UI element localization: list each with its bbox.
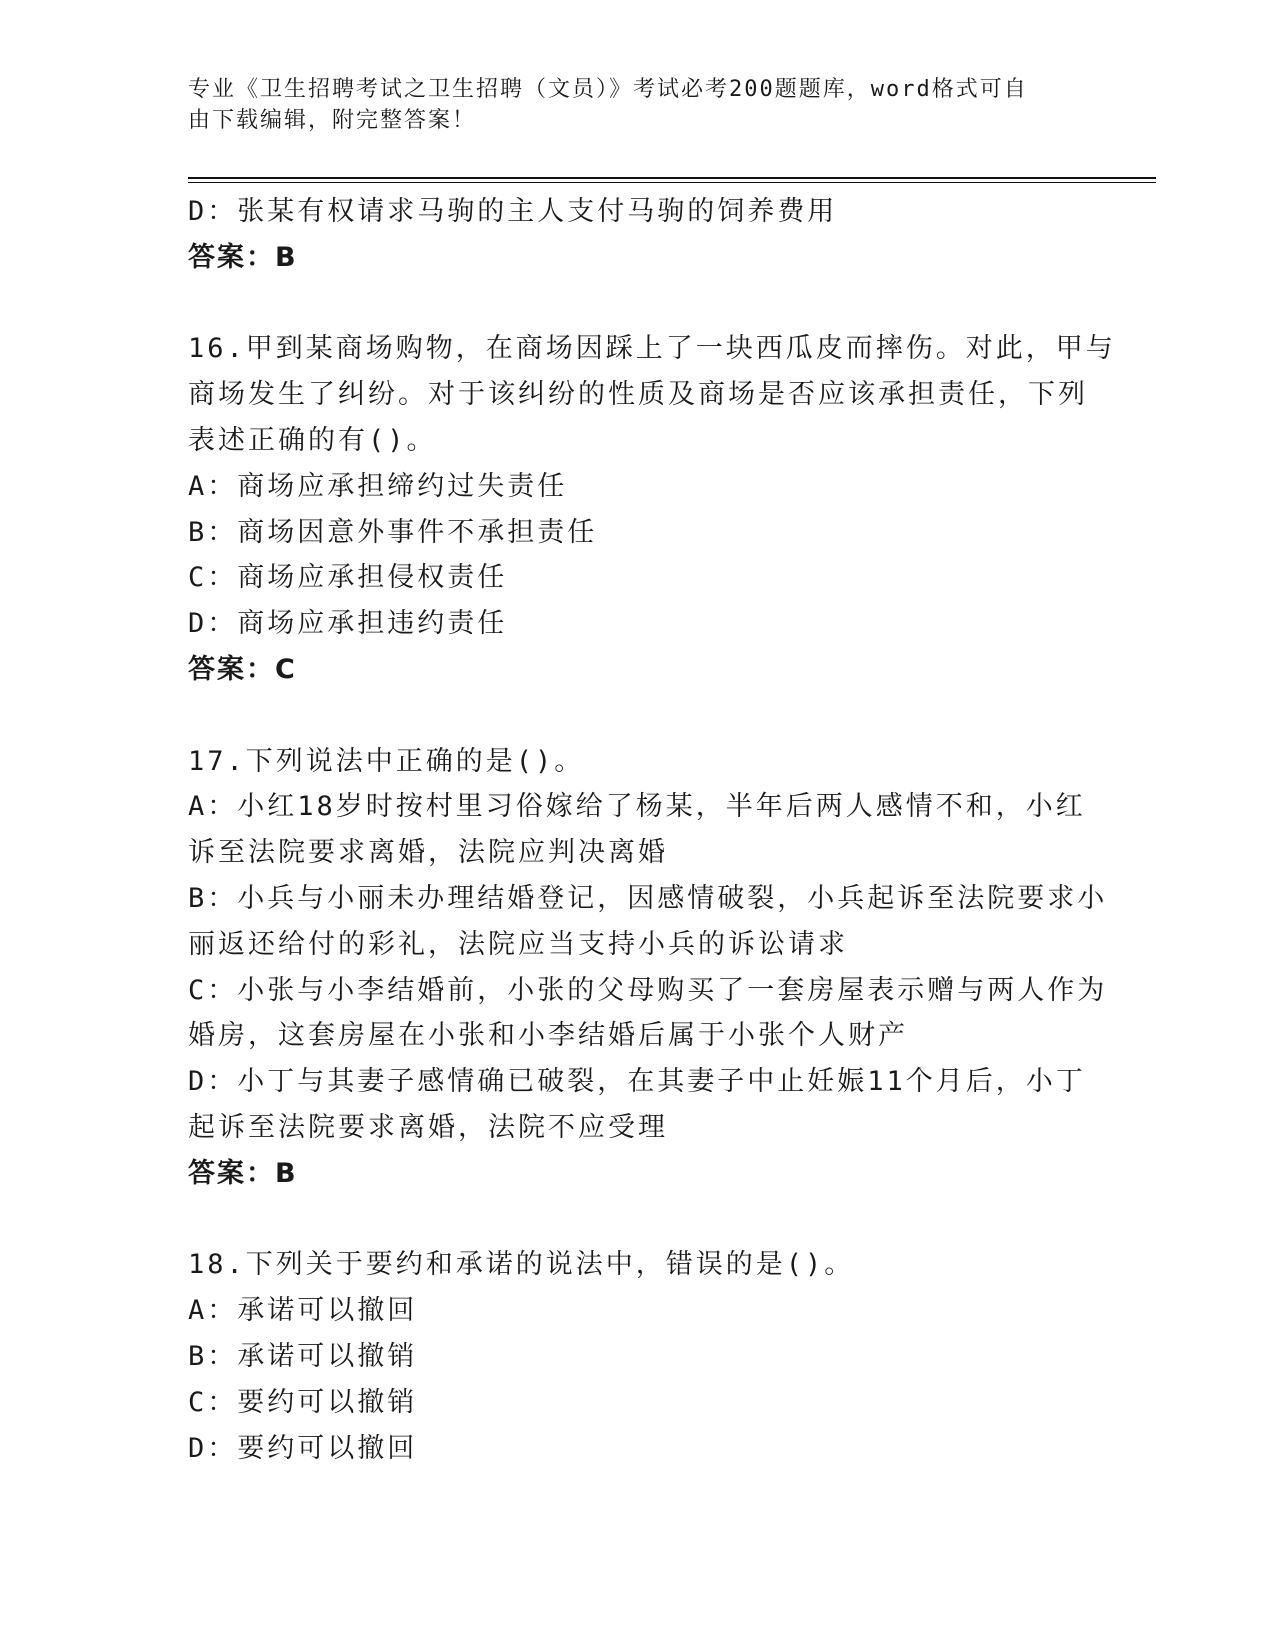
option-b-continued: 丽返还给付的彩礼，法院应当支持小兵的诉讼请求 — [188, 928, 848, 960]
question-stem: 18.下列关于要约和承诺的说法中，错误的是()。 — [188, 1249, 855, 1281]
question-spacer — [188, 693, 1078, 739]
option-d: D：商场应承担违约责任 — [188, 608, 508, 640]
option-a: A：承诺可以撤回 — [188, 1295, 418, 1327]
header-rule-thick — [188, 177, 1156, 179]
option-c: C：小张与小李结婚前，小张的父母购买了一套房屋表示赠与两人作为 — [188, 974, 1108, 1006]
option-d: D：张某有权请求马驹的主人支付马驹的饲养费用 — [188, 196, 838, 227]
option-a-continued: 诉至法院要求离婚，法院应判决离婚 — [188, 837, 668, 869]
option-b: B：小兵与小丽未办理结婚登记，因感情破裂，小兵起诉至法院要求小 — [188, 882, 1108, 914]
option-c: C：商场应承担侵权责任 — [188, 562, 508, 594]
answer-line: 答案：B — [188, 1157, 298, 1189]
question-stem: 商场发生了纠纷。对于该纠纷的性质及商场是否应该承担责任，下列 — [188, 379, 1088, 411]
question-spacer — [188, 1197, 1078, 1243]
question-stem: 表述正确的有()。 — [188, 424, 437, 456]
option-d-continued: 起诉至法院要求离婚，法院不应受理 — [188, 1111, 668, 1143]
question-16 — [188, 326, 1116, 692]
header-line-2: 由下载编辑，附完整答案！ — [188, 108, 477, 133]
answer-line: 答案：C — [188, 653, 297, 685]
question-stem: 16.甲到某商场购物，在商场因踩上了一块西瓜皮而摔伤。对此，甲与 — [188, 333, 1116, 365]
document-header — [188, 74, 1068, 136]
question-list — [188, 189, 1116, 1471]
header-rule-thin — [188, 182, 1156, 183]
option-d: D：小丁与其妻子感情确已破裂，在其妻子中止妊娠11个月后，小丁 — [188, 1066, 1086, 1098]
header-line-1: 专业《卫生招聘考试之卫生招聘（文员）》考试必考200题题库，word格式可自 — [188, 77, 1028, 102]
question-17 — [188, 739, 1108, 1197]
question-stem: 17.下列说法中正确的是()。 — [188, 745, 585, 777]
option-b: B：承诺可以撤销 — [188, 1340, 418, 1372]
question-18 — [188, 1242, 1078, 1471]
option-b: B：商场因意外事件不承担责任 — [188, 516, 598, 548]
option-a: A：小红18岁时按村里习俗嫁给了杨某，半年后两人感情不和，小红 — [188, 791, 1086, 823]
question-15-tail — [188, 189, 1078, 281]
option-c: C：要约可以撤销 — [188, 1386, 418, 1418]
question-spacer — [188, 281, 1078, 327]
option-a: A：商场应承担缔约过失责任 — [188, 470, 568, 502]
answer-line: 答案：B — [188, 241, 298, 273]
option-d: D：要约可以撤回 — [188, 1432, 418, 1464]
option-c-continued: 婚房，这套房屋在小张和小李结婚后属于小张个人财产 — [188, 1020, 908, 1052]
